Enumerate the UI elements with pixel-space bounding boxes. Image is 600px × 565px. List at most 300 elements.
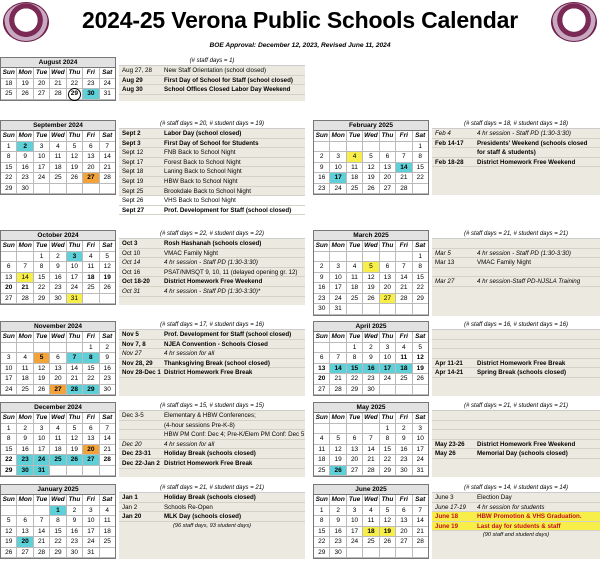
day-cell: 19 — [413, 364, 428, 375]
event-description: Laning Back to School Night — [164, 168, 242, 176]
day-cell: 17 — [67, 273, 83, 284]
month-title: October 2024 — [1, 231, 115, 241]
event-date: Jan 2 — [122, 503, 138, 511]
day-cell: 9 — [50, 262, 66, 273]
week-row — [314, 173, 428, 184]
day-cell: 9 — [17, 152, 33, 163]
event-description: New Staff Orientation (school closed) — [164, 67, 267, 74]
day-cell — [314, 343, 330, 354]
day-cell: 3 — [83, 506, 99, 517]
day-cell: 28 — [34, 548, 50, 559]
weekday-label: Fri — [83, 413, 99, 424]
day-cell: 10 — [347, 516, 363, 527]
week-row — [314, 434, 428, 445]
day-cell: 28 — [67, 385, 83, 396]
event-description: Spring Break (schools closed) — [477, 369, 567, 377]
day-cell: 16 — [396, 445, 412, 456]
day-cell: 23 — [396, 455, 412, 466]
event-date: June 18 — [435, 513, 459, 521]
day-cell: 21 — [363, 455, 379, 466]
day-cell: 23 — [83, 79, 99, 90]
event-date — [432, 239, 477, 248]
day-cell: 1 — [83, 343, 99, 354]
day-cell — [330, 252, 346, 263]
event-row — [432, 359, 600, 369]
day-cell: 23 — [330, 537, 346, 548]
day-cell: 14 — [363, 445, 379, 456]
week-row — [314, 516, 428, 527]
weekday-label: Thu — [380, 241, 396, 252]
event-date — [119, 430, 164, 439]
day-cell: 4 — [396, 343, 412, 354]
day-cell: 5 — [67, 424, 83, 435]
week-row — [1, 424, 115, 435]
weekday-label: Sun — [1, 332, 17, 343]
day-cell: 26 — [380, 537, 396, 548]
day-cell: 6 — [83, 142, 99, 153]
day-cell: 2 — [100, 343, 115, 354]
day-cell: 11 — [100, 516, 115, 527]
day-cell: 17 — [1, 374, 17, 385]
event-date: Apr 14-21 — [435, 369, 464, 377]
weekday-label: Sat — [100, 241, 115, 252]
weekday-label: Tue — [34, 332, 50, 343]
weekday-label: Thu — [380, 332, 396, 343]
day-cell — [380, 142, 396, 153]
week-row — [314, 537, 428, 548]
day-cell: 1 — [50, 506, 66, 517]
day-cell: 20 — [314, 374, 330, 385]
week-row — [1, 142, 115, 153]
day-cell: 2 — [17, 142, 33, 153]
day-cell — [100, 294, 115, 305]
day-cell: 27 — [83, 455, 99, 466]
day-cell — [314, 424, 330, 435]
event-description — [477, 239, 600, 248]
weekday-label: Wed — [363, 495, 379, 506]
day-cell: 7 — [67, 353, 83, 364]
day-cell: 8 — [380, 434, 396, 445]
day-cell: 16 — [17, 445, 33, 456]
event-description — [477, 411, 600, 420]
day-cell: 7 — [330, 353, 346, 364]
month-calendar-may — [313, 402, 429, 477]
day-cell: 27 — [314, 385, 330, 396]
day-cell: 4 — [347, 152, 363, 163]
weekday-label: Thu — [67, 68, 83, 79]
week-row — [1, 466, 115, 477]
event-date: Nov 27 — [122, 350, 142, 358]
event-description: District Homework Free Break — [477, 359, 566, 367]
day-cell: 14 — [100, 434, 115, 445]
day-cell: 24 — [330, 184, 346, 195]
day-cell: 10 — [413, 434, 428, 445]
day-cell: 13 — [50, 364, 66, 375]
day-cell: 27 — [34, 89, 50, 100]
event-date: Sept 26 — [122, 197, 144, 205]
event-row — [119, 258, 305, 268]
month-calendar-sep — [0, 120, 116, 195]
month-title: September 2024 — [1, 121, 115, 131]
day-cell: 5 — [363, 152, 379, 163]
event-description: 4 hr session - Staff PD (1:30-3:30) — [477, 249, 571, 257]
day-cell: 29 — [413, 294, 428, 305]
day-cell — [83, 294, 99, 305]
event-date: Mar 27 — [435, 278, 455, 286]
day-cell: 24 — [100, 79, 115, 90]
day-cell: 2 — [330, 506, 346, 517]
day-count-summary: (# staff days = 17, # student days = 16) — [119, 321, 305, 330]
weekday-label: Wed — [50, 332, 66, 343]
day-cell — [347, 424, 363, 435]
event-row — [119, 440, 305, 450]
event-date: Sept 12 — [122, 149, 144, 157]
weekday-label: Fri — [396, 241, 412, 252]
month-title: February 2025 — [314, 121, 428, 131]
event-row — [119, 349, 305, 359]
weekday-label: Tue — [34, 68, 50, 79]
day-cell — [34, 506, 50, 517]
month-title: March 2025 — [314, 231, 428, 241]
week-row — [1, 262, 115, 273]
day-cell: 8 — [34, 262, 50, 273]
day-cell: 2 — [67, 506, 83, 517]
day-cell — [50, 343, 66, 354]
event-description — [477, 421, 600, 430]
week-row — [314, 424, 428, 435]
day-cell: 15 — [413, 273, 428, 284]
day-cell: 17 — [83, 527, 99, 538]
events-panel-feb — [432, 120, 600, 195]
day-cell: 25 — [50, 455, 66, 466]
weekday-label: Wed — [50, 68, 66, 79]
day-cell — [396, 385, 412, 396]
day-cell — [330, 424, 346, 435]
day-cell: 23 — [67, 537, 83, 548]
week-row — [314, 364, 428, 375]
week-row — [314, 548, 428, 559]
day-cell: 16 — [67, 527, 83, 538]
week-row — [314, 152, 428, 163]
day-cell: 14 — [67, 364, 83, 375]
day-cell: 21 — [396, 173, 412, 184]
event-date: Oct 14 — [122, 259, 141, 267]
day-cell: 31 — [413, 466, 428, 477]
day-cell: 20 — [50, 374, 66, 385]
events-panel-aug — [119, 57, 305, 101]
day-cell — [363, 252, 379, 263]
day-cell: 11 — [347, 163, 363, 174]
day-cell: 1 — [1, 424, 17, 435]
day-cell — [347, 252, 363, 263]
day-cell: 13 — [83, 434, 99, 445]
day-cell: 13 — [314, 364, 330, 375]
day-cell: 14 — [100, 152, 115, 163]
weekday-label: Tue — [347, 413, 363, 424]
day-cell: 20 — [1, 283, 17, 294]
event-date: Aug 29 — [122, 76, 143, 84]
events-panel-sep — [119, 120, 305, 214]
day-cell: 29 — [1, 466, 17, 477]
day-cell: 7 — [363, 434, 379, 445]
month-calendar-dec — [0, 402, 116, 477]
day-cell — [67, 184, 83, 195]
day-cell: 22 — [1, 173, 17, 184]
event-description: FNB Back to School Night — [164, 149, 236, 157]
event-description: 4 hr session for students — [477, 503, 545, 511]
day-cell: 13 — [380, 163, 396, 174]
event-description: Thanksgiving Break (school closed) — [164, 359, 270, 367]
events-panel-nov — [119, 321, 305, 396]
weekday-label: Sat — [413, 495, 428, 506]
event-row — [119, 430, 305, 440]
day-cell: 19 — [67, 163, 83, 174]
event-row — [119, 148, 305, 158]
event-row — [432, 268, 600, 278]
day-cell — [363, 424, 379, 435]
week-row — [1, 79, 115, 90]
event-description: Prof. Development for Staff (school closed) — [164, 206, 292, 214]
event-date: Dec 23-31 — [122, 450, 151, 458]
events-panel-jan — [119, 484, 305, 559]
week-row — [1, 184, 115, 195]
weekday-label: Sun — [1, 68, 17, 79]
day-cell: 12 — [1, 527, 17, 538]
event-date: Dec 22-Jan 2 — [122, 459, 160, 467]
day-cell — [34, 184, 50, 195]
event-row — [432, 258, 600, 268]
event-description: Memorial Day (schools closed) — [477, 450, 568, 458]
weekday-label: Wed — [363, 241, 379, 252]
event-row — [119, 459, 305, 469]
event-date: Dec 3-5 — [122, 412, 144, 419]
day-cell: 28 — [330, 385, 346, 396]
week-row — [314, 385, 428, 396]
week-row — [1, 445, 115, 456]
day-cell: 3 — [330, 152, 346, 163]
event-date: Oct 18-20 — [122, 278, 150, 286]
day-cell: 14 — [396, 163, 412, 174]
weekday-label: Mon — [330, 332, 346, 343]
event-description: 4 hr session - Staff PD (1:30-3:30) — [477, 130, 571, 137]
weekday-label: Fri — [396, 131, 412, 142]
day-cell: 27 — [83, 173, 99, 184]
month-calendar-jan — [0, 484, 116, 559]
event-row — [432, 239, 600, 249]
day-cell — [413, 548, 428, 559]
event-row — [119, 330, 305, 340]
event-description: PSAT/NMSQT 9, 10, 11 (delayed opening gr. 12) — [164, 268, 298, 276]
day-cell: 28 — [396, 294, 412, 305]
day-cell: 28 — [100, 173, 115, 184]
day-cell: 22 — [347, 374, 363, 385]
event-row — [119, 187, 305, 197]
month-calendar-oct — [0, 230, 116, 305]
event-date: Oct 10 — [122, 249, 141, 257]
weekday-label: Tue — [34, 495, 50, 506]
event-description: District Homework Free Break — [164, 369, 253, 377]
week-row — [1, 152, 115, 163]
week-row — [1, 252, 115, 263]
day-cell: 10 — [67, 262, 83, 273]
day-cell: 15 — [50, 527, 66, 538]
event-description: Brookdale Back to School Night — [164, 187, 252, 195]
day-count-summary: (# staff days = 21, # student days = 21) — [432, 402, 600, 411]
event-date — [119, 421, 164, 430]
weekday-label: Wed — [363, 131, 379, 142]
weekday-label: Tue — [34, 131, 50, 142]
day-cell: 18 — [83, 273, 99, 284]
event-description: MLK Day (schools closed) — [164, 513, 242, 521]
weekday-label: Sat — [413, 241, 428, 252]
day-cell: 20 — [396, 527, 412, 538]
weekday-label: Thu — [67, 131, 83, 142]
event-date: Nov 7, 8 — [122, 340, 146, 348]
event-row — [119, 421, 305, 431]
day-cell: 31 — [34, 466, 50, 477]
day-cell: 6 — [17, 516, 33, 527]
day-cell — [380, 304, 396, 315]
day-cell: 6 — [83, 424, 99, 435]
event-row — [119, 493, 305, 503]
weekday-label: Mon — [330, 241, 346, 252]
day-cell: 5 — [100, 252, 115, 263]
day-cell: 21 — [34, 537, 50, 548]
day-cell: 23 — [100, 374, 115, 385]
day-cell: 18 — [50, 445, 66, 456]
day-cell: 15 — [34, 273, 50, 284]
day-cell: 7 — [413, 506, 428, 517]
event-description — [477, 430, 600, 439]
day-cell — [83, 184, 99, 195]
weekday-label: Thu — [67, 495, 83, 506]
day-cell: 11 — [83, 262, 99, 273]
event-row — [432, 440, 600, 450]
week-row — [1, 516, 115, 527]
day-cell: 12 — [67, 434, 83, 445]
event-row — [432, 158, 600, 168]
weekday-label: Fri — [396, 332, 412, 343]
week-row — [1, 527, 115, 538]
day-cell: 4 — [100, 506, 115, 517]
weekday-label: Mon — [330, 131, 346, 142]
event-description: First Day of School for Students — [164, 139, 259, 147]
event-row — [119, 239, 305, 249]
weekday-label: Tue — [347, 241, 363, 252]
day-cell: 6 — [1, 262, 17, 273]
day-cell: 3 — [67, 252, 83, 263]
day-cell: 18 — [50, 163, 66, 174]
day-cell: 8 — [1, 434, 17, 445]
event-description: VHS Back to School Night — [164, 197, 236, 205]
event-description: VMAC Family Night — [477, 259, 531, 267]
day-cell: 13 — [83, 152, 99, 163]
day-cell: 6 — [50, 353, 66, 364]
week-row — [314, 445, 428, 456]
day-cell — [67, 466, 83, 477]
day-cell: 15 — [413, 163, 428, 174]
day-cell: 16 — [314, 283, 330, 294]
day-cell: 27 — [50, 385, 66, 396]
day-cell: 13 — [396, 516, 412, 527]
day-cell: 15 — [380, 445, 396, 456]
event-row — [119, 177, 305, 187]
day-cell: 21 — [100, 445, 115, 456]
day-cell: 16 — [363, 364, 379, 375]
day-cell: 28 — [17, 294, 33, 305]
event-date: May 26 — [435, 450, 456, 458]
event-description: District Homework Free Weekend — [164, 278, 263, 286]
day-cell: 3 — [330, 262, 346, 273]
day-cell: 7 — [396, 262, 412, 273]
weekday-label: Mon — [17, 68, 33, 79]
day-cell: 26 — [413, 374, 428, 385]
event-date: June 3 — [435, 494, 454, 501]
weekday-label: Sun — [314, 241, 330, 252]
event-date: Jan 1 — [122, 494, 138, 501]
day-cell — [17, 252, 33, 263]
week-row — [1, 163, 115, 174]
day-cell: 11 — [347, 273, 363, 284]
day-cell: 31 — [67, 294, 83, 305]
day-cell: 2 — [396, 424, 412, 435]
week-row — [1, 364, 115, 375]
day-cell: 17 — [34, 445, 50, 456]
week-row — [314, 506, 428, 517]
day-cell: 16 — [50, 273, 66, 284]
day-cell: 27 — [380, 184, 396, 195]
day-cell: 13 — [1, 273, 17, 284]
day-cell: 10 — [83, 516, 99, 527]
day-cell: 18 — [347, 173, 363, 184]
day-cell: 22 — [314, 537, 330, 548]
day-cell: 18 — [100, 527, 115, 538]
weekday-label: Thu — [380, 413, 396, 424]
week-row — [314, 142, 428, 153]
total-days-footer: (96 staff days, 93 student days) — [172, 522, 252, 529]
event-date: Sept 3 — [122, 139, 141, 147]
day-cell: 9 — [67, 516, 83, 527]
day-cell — [1, 252, 17, 263]
event-date: June 19 — [435, 522, 459, 530]
event-description: 4 hr session - Staff PD (1:30-3:30)* — [164, 287, 261, 295]
event-row — [119, 368, 305, 378]
day-cell: 2 — [50, 252, 66, 263]
day-cell: 28 — [363, 466, 379, 477]
day-cell: 7 — [396, 152, 412, 163]
event-row — [432, 139, 600, 149]
day-cell: 22 — [380, 455, 396, 466]
day-cell: 29 — [83, 385, 99, 396]
day-cell: 24 — [380, 374, 396, 385]
day-cell — [363, 142, 379, 153]
event-row — [119, 139, 305, 149]
week-row — [1, 434, 115, 445]
day-cell — [330, 142, 346, 153]
day-cell: 20 — [83, 163, 99, 174]
event-description: 4 hr session for all — [164, 350, 215, 358]
event-row — [432, 512, 600, 522]
event-date: Aug 30 — [122, 86, 143, 94]
day-cell: 4 — [50, 142, 66, 153]
day-cell: 30 — [330, 548, 346, 559]
event-date — [432, 430, 477, 439]
event-description: HBW Promotion & VHS Graduation. — [477, 513, 582, 521]
day-cell — [83, 466, 99, 477]
day-cell: 25 — [17, 385, 33, 396]
event-date: Sept 25 — [122, 187, 144, 195]
day-cell: 29 — [1, 184, 17, 195]
